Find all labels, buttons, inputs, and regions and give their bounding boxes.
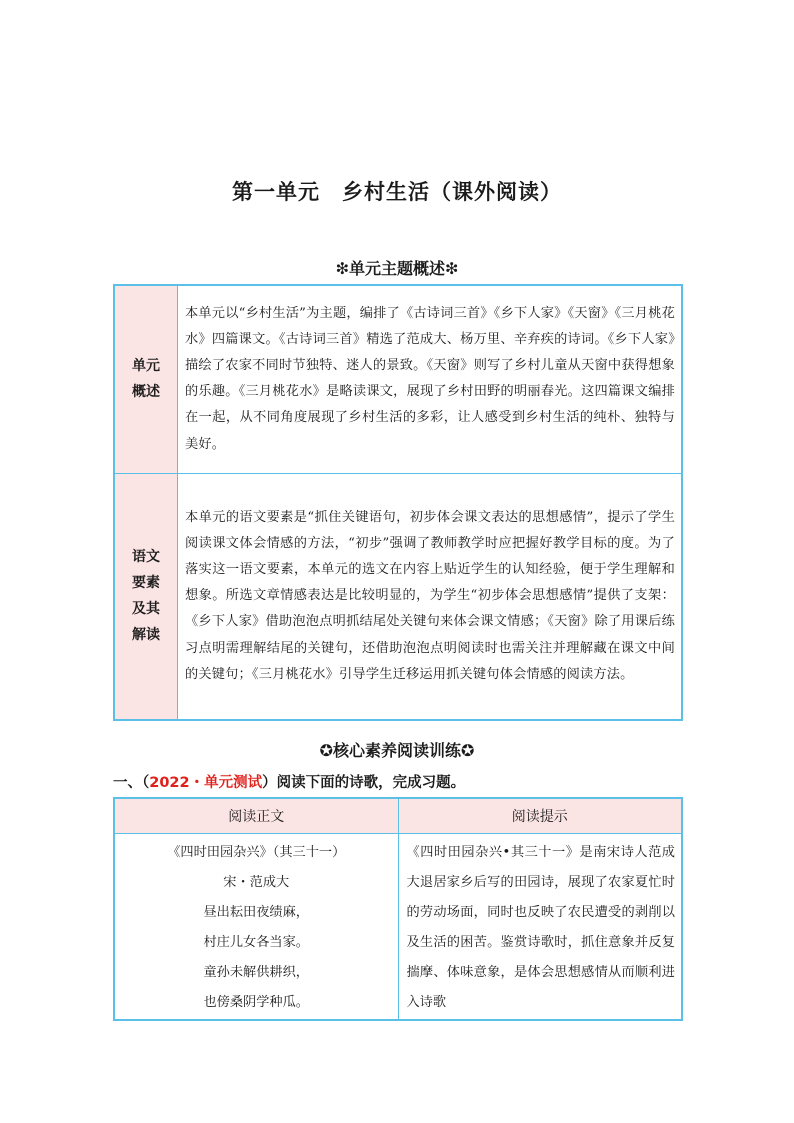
unit-overview-table (113, 284, 683, 721)
question-prefix: 一、（ (113, 775, 150, 791)
reading-header-row (114, 798, 682, 834)
overview-text: 本单元的语文要素是“抓住关键语句，初步体会课文表达的思想感情”，提示了学生阅读课文体会情感的方法，“初步”强调了教师教学时应把握好教学目标的度。为了落实这一语文要素，本单元的选文在内容上贴近学生的认知经验，便于学生理解和想象。所选文章情感表达是比较明显的，为学生“初步体会思想感情”提供了支架：《乡下人家》借助泡泡点明抓结尾处关键句来体会课文情感；《天窗》除了用课后练习点明需理解结尾的关键句，还借助泡泡点明阅读时也需关注并理解藏在课文中间的关键句；《三月桃花水》引导学生迁移运用抓关键句体会情感的阅读方法。 (178, 473, 683, 720)
poem-line: 也傍桑阴学种瓜。 (203, 995, 309, 1010)
page-title: 第一单元 乡村生活（课外阅读） (232, 180, 562, 204)
poem-line: 童孙未解供耕织， (203, 965, 309, 980)
poem-cell (114, 834, 398, 1021)
overview-label: 单元 概述 (114, 285, 178, 473)
poem-line: 村庄儿女各当家。 (203, 935, 309, 950)
poem-title: 《四时田园杂兴》（其三十一） (167, 845, 346, 860)
training-heading: ✪核心素养阅读训练✪ (319, 741, 475, 760)
overview-text: 本单元以“乡村生活”为主题，编排了《古诗词三首》《乡下人家》《天窗》《三月桃花水》四篇课文。《古诗词三首》精选了范成大、杨万里、辛弃疾的诗词。《乡下人家》描绘了农家不同时节独特、迷人的景致。《天窗》则写了乡村儿童从天窗中获得想象的乐趣。《三月桃花水》是略读课文，展现了乡村田野的明丽春光。这四篇课文编排在一起，从不同角度展现了乡村生活的多彩，让人感受到乡村生活的纯朴、独特与美好。 (178, 285, 683, 473)
question-source: 2022・单元测试 (149, 775, 263, 791)
header-text: 阅读正文 (114, 798, 398, 834)
poem-line: 昼出耘田夜绩麻， (203, 905, 309, 920)
overview-label: 语文 要素 及其 解读 (114, 473, 178, 720)
overview-row (114, 473, 682, 720)
reading-body-row (114, 834, 682, 1021)
poem-author: 宋・范成大 (223, 875, 290, 890)
hint-cell: 《四时田园杂兴•其三十一》是南宋诗人范成大退居家乡后写的田园诗，展现了农家夏忙时的劳动场面，同时也反映了农民遭受的剥削以及生活的困苦。鉴赏诗歌时，抓住意象并反复揣摩、体味意象，是体会思想感情从而顺利进入诗歌 (398, 834, 682, 1021)
header-hint: 阅读提示 (398, 798, 682, 834)
question-heading (113, 771, 465, 792)
question-instruction: ）阅读下面的诗歌，完成习题。 (262, 775, 466, 791)
overview-row (114, 285, 682, 473)
overview-heading: ❇单元主题概述❇ (335, 259, 459, 278)
reading-table (113, 797, 683, 1021)
